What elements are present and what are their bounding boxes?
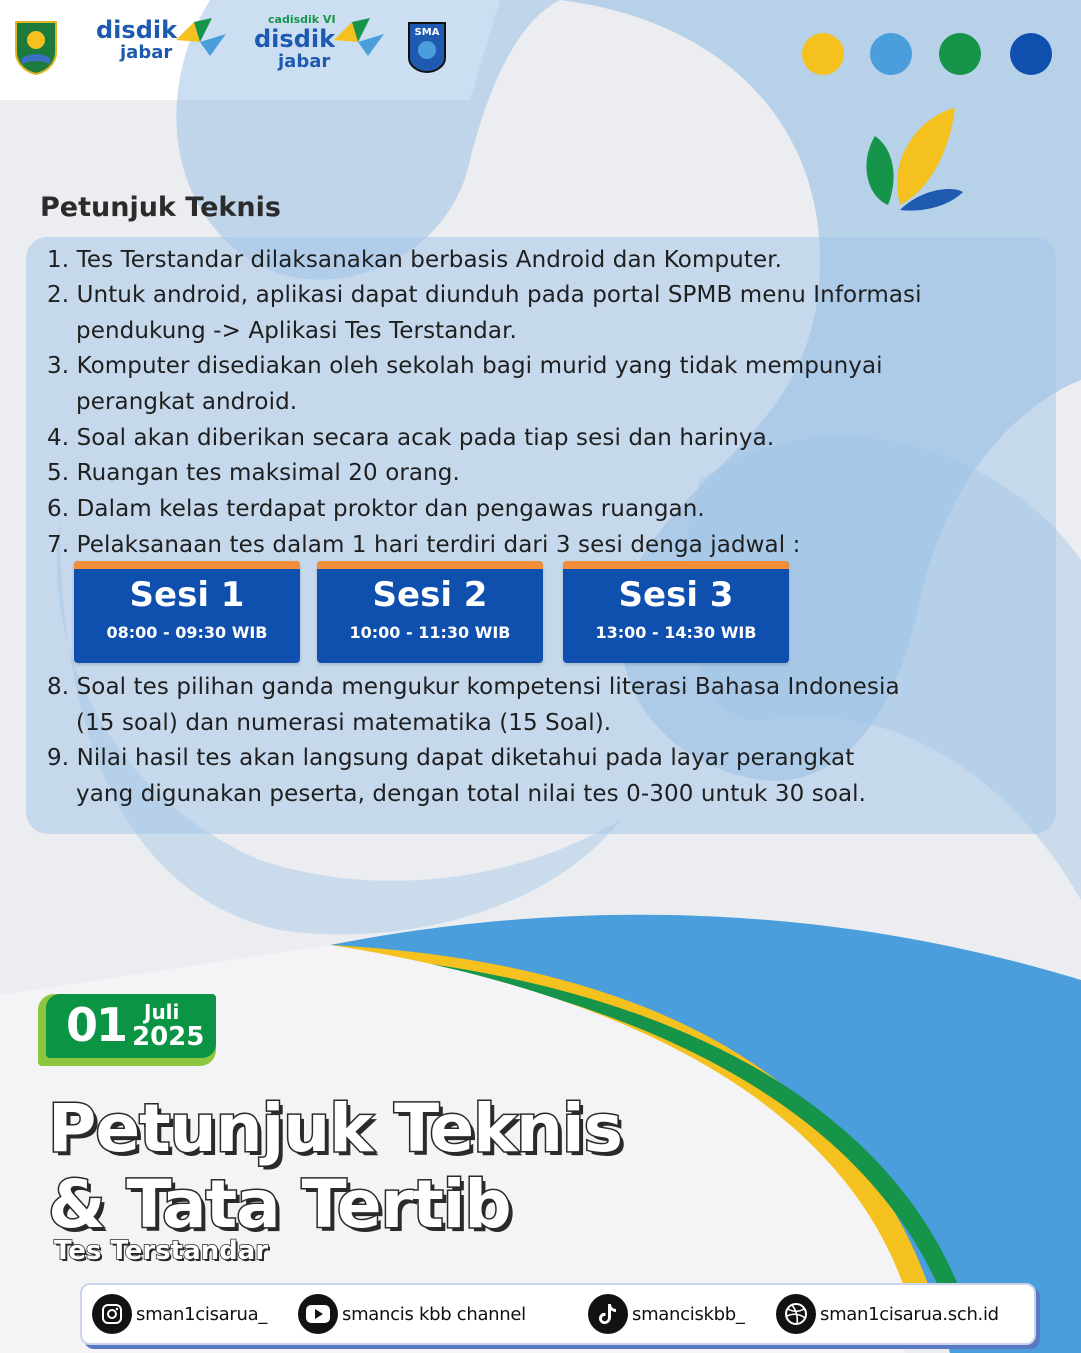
social-tiktok[interactable] — [588, 1293, 745, 1335]
instruction-item-3: 3. Komputer disediakan oleh sekolah bagi murid yang tidak mempunyai perangkat android. — [47, 353, 883, 415]
date-month: Juli — [144, 1000, 180, 1024]
main-title-line-2: & Tata Tertib — [48, 1166, 511, 1243]
instruction-item-2: 2. Untuk android, aplikasi dapat diunduh pada portal SPMB menu Informasi pendukung -> Aplikasi Tes Terstandar. — [47, 282, 922, 344]
session-card-accent — [74, 561, 300, 569]
instagram-icon — [92, 1294, 132, 1334]
session-card-3 — [563, 561, 789, 663]
session-time: 10:00 - 11:30 WIB — [349, 623, 511, 642]
main-title-line-1: Petunjuk Teknis — [48, 1090, 622, 1167]
social-youtube[interactable] — [298, 1293, 526, 1335]
section-heading: Petunjuk Teknis — [40, 192, 281, 223]
youtube-icon — [298, 1294, 338, 1334]
dot-yellow — [802, 33, 844, 75]
sma-badge-text: SMA — [414, 27, 440, 38]
social-youtube-channel: smancis kbb channel — [342, 1303, 526, 1325]
cadisdik-logo: cadisdik VI disdik jabar — [254, 14, 336, 71]
session-time: 13:00 - 14:30 WIB — [595, 623, 757, 642]
instruction-item-7: 7. Pelaksanaan tes dalam 1 hari terdiri dari 3 sesi denga jadwal : — [47, 532, 801, 558]
disdik-jabar-logo: disdik jabar — [96, 18, 177, 62]
west-java-emblem — [12, 18, 60, 76]
dot-light-blue — [870, 33, 912, 75]
session-name: Sesi 3 — [618, 575, 734, 615]
social-media-bar — [80, 1283, 1036, 1345]
date-badge — [38, 994, 216, 1066]
session-card-2 — [317, 561, 543, 663]
instruction-item-9: 9. Nilai hasil tes akan langsung dapat diketahui pada layar perangkat yang digunakan peserta, dengan total nilai tes 0-300 untuk 30 soal. — [47, 745, 867, 807]
dot-dark-blue — [1010, 33, 1052, 75]
social-instagram[interactable] — [92, 1293, 267, 1335]
globe-icon — [776, 1294, 816, 1334]
social-instagram-handle: sman1cisarua_ — [136, 1303, 268, 1325]
date-year: 2025 — [132, 1022, 205, 1052]
instruction-item-6: 6. Dalam kelas terdapat proktor dan pengawas ruangan. — [47, 496, 705, 522]
date-day: 01 — [66, 998, 127, 1052]
social-website-url: sman1cisarua.sch.id — [820, 1303, 999, 1325]
social-tiktok-handle: smanciskbb_ — [632, 1303, 745, 1325]
session-time: 08:00 - 09:30 WIB — [106, 623, 268, 642]
session-card-accent — [317, 561, 543, 569]
session-card-accent — [563, 561, 789, 569]
session-name: Sesi 1 — [129, 575, 245, 615]
tiktok-icon — [588, 1294, 628, 1334]
sma-badge-logo — [406, 20, 448, 74]
instruction-item-1: 1. Tes Terstandar dilaksanakan berbasis Android dan Komputer. — [47, 247, 783, 273]
social-website[interactable] — [776, 1293, 999, 1335]
dot-green — [939, 33, 981, 75]
session-card-1 — [74, 561, 300, 663]
instruction-item-5: 5. Ruangan tes maksimal 20 orang. — [47, 460, 460, 486]
main-subtitle: Tes Terstandar — [54, 1236, 269, 1266]
session-name: Sesi 2 — [372, 575, 488, 615]
instruction-item-4: 4. Soal akan diberikan secara acak pada tiap sesi dan harinya. — [47, 425, 775, 451]
instruction-item-8: 8. Soal tes pilihan ganda mengukur kompetensi literasi Bahasa Indonesia (15 soal) dan numerasi matematika (15 Soal). — [47, 674, 900, 736]
